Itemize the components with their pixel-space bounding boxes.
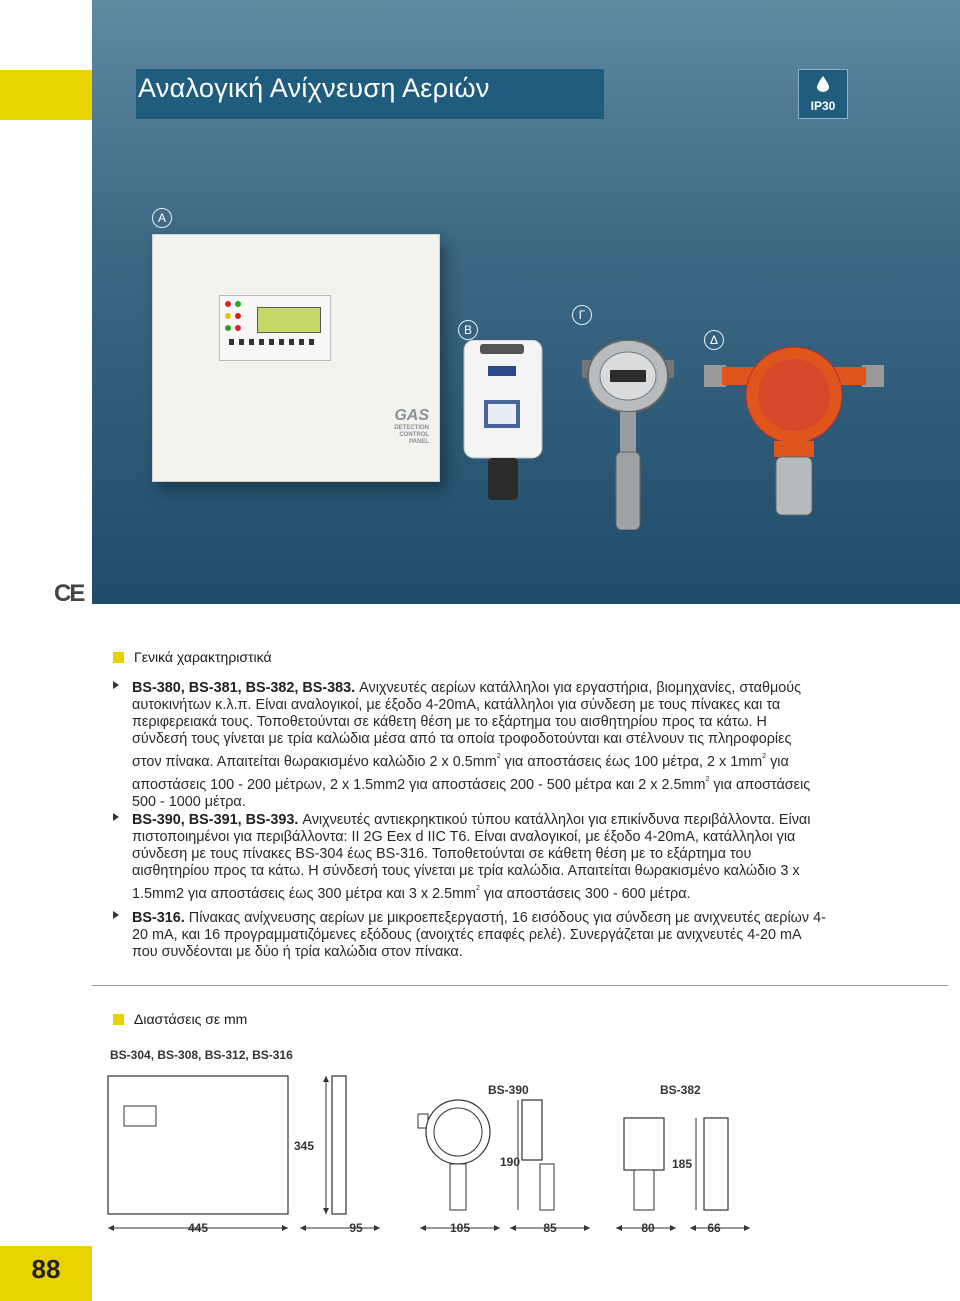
feature-line: για αποστάσεις 300 - 600 μέτρα. (479, 886, 691, 902)
feature-model: BS-390, BS-391, BS-393. (132, 812, 299, 828)
panel-display-outline (124, 1106, 156, 1126)
brand-detection: DETECTION (394, 425, 429, 431)
panel-models-label: BS-304, BS-308, BS-312, BS-316 (110, 1048, 293, 1062)
feature-item-bs390 (113, 812, 903, 903)
marker-b: B (458, 320, 478, 340)
led-red (225, 301, 231, 307)
bullet-arrow-icon (113, 813, 119, 821)
feature-item-bs316 (113, 910, 903, 961)
hero-banner (92, 0, 960, 604)
ce-mark: CE (54, 580, 84, 607)
panel-button-row (229, 339, 319, 345)
bullet-arrow-icon (113, 681, 119, 689)
marker-g: Γ (572, 305, 592, 325)
feature-line: στον πίνακα. Απαιτείται θωρακισμένο καλώδιο 2 x 0.5mm (132, 754, 497, 770)
feature-line: αυτοκινήτων κ.λ.π. Είναι αναλογικοί, με έξοδο 4-20mA, κατάλληλοι για σύνδεση με τους πίνακες και τα (132, 697, 781, 713)
dim-bs390-depth: 85 (543, 1221, 557, 1235)
feature-line: Ανιχνευτές αερίων κατάλληλοι για εργαστήρια, βιομηχανίες, σταθμούς (355, 680, 802, 696)
feature-line: για αποστάσεις έως 100 μέτρα, 2 x 1mm (500, 754, 763, 770)
page-number-box (0, 1246, 92, 1301)
dim-bs390-width: 105 (449, 1221, 471, 1235)
feature-line: αισθητηρίου προς τα κάτω. Η σύνδεσή τους γίνεται με τρία καλώδια. Απαιτείται θωρακισμένο καλώδιο 3 x (132, 863, 800, 879)
dim-panel-depth: 95 (349, 1221, 363, 1235)
superscript: 2 (496, 753, 501, 760)
ip-rating-badge (798, 69, 848, 119)
dim-panel-width: 445 (187, 1221, 209, 1235)
sensor-b-image (458, 340, 544, 500)
bs382-front-outline (624, 1118, 664, 1170)
brand-gas: GAS (394, 407, 429, 424)
panel-lcd-display (257, 307, 321, 333)
superscript: 2 (476, 885, 480, 892)
dimensions-heading (113, 1011, 247, 1027)
feature-line: σύνδεση με τους πίνακες BS-304 έως BS-316. Τοποθετούνται σε κάθετη θέση με το εξάρτημα του (132, 846, 752, 862)
feature-line: σύνδεσή τους γίνεται με τρία καλώδια μέσα από τα οποία τροφοδοτούνται και στέλνουν τις πληροφορίες (132, 731, 792, 747)
brand-panel: PANEL (409, 439, 429, 445)
superscript: 2 (762, 753, 767, 760)
led-green (235, 301, 241, 307)
water-drop-icon (817, 76, 829, 92)
ip-rating-text: IP30 (810, 99, 836, 113)
dim-bs382-width: 80 (641, 1221, 655, 1235)
panel-side-outline (332, 1076, 346, 1214)
feature-line: πιστοποιημένοι για περιβάλλοντα: II 2G Eex d IIC T6. Είναι αναλογικοί, με έξοδο 4-20mA, κατάλληλοι για (132, 829, 796, 845)
feature-line: Ανιχνευτές αντιεκρηκτικού τύπου κατάλληλοι για επικίνδυνα περιβάλλοντα. Είναι (298, 812, 811, 828)
bs390-side-outline (522, 1100, 542, 1160)
feature-line: 20 mA, και 16 προγραμματιζόμενες εξόδους (ανοιχτές επαφές ρελέ). Συνεργάζεται με ανιχνευτές 4-20 mA (132, 927, 802, 943)
bullet-arrow-icon (113, 911, 119, 919)
feature-line: για αποστάσεις (709, 777, 811, 793)
bs382-side-outline (704, 1118, 728, 1210)
feature-line: αποστάσεις 100 - 200 μέτρων, 2 x 1.5mm2 για αποστάσεις 200 - 500 μέτρα και 2 x 2.5mm (132, 777, 706, 793)
panel-front-outline (108, 1076, 288, 1214)
sensor-g-image (582, 340, 674, 530)
marker-d: Δ (704, 330, 724, 350)
marker-a: A (152, 208, 172, 228)
dim-panel-height: 345 (293, 1139, 315, 1153)
brand-control: CONTROL (399, 432, 429, 438)
yellow-square-icon (113, 652, 124, 663)
dimensions-heading-text: Διαστάσεις σε mm (134, 1011, 248, 1027)
sensor-d-image (704, 345, 884, 525)
feature-model: BS-380, BS-381, BS-382, BS-383. (132, 680, 356, 696)
panel-brand-logo (385, 407, 429, 455)
led-red-2 (235, 313, 241, 319)
features-heading (113, 649, 272, 665)
feature-line: Πίνακας ανίχνευσης αερίων με μικροεπεξεργαστή, 16 εισόδους για σύνδεση με ανιχνευτές αερίων 4- (184, 910, 826, 926)
dim-bs382-height: 185 (671, 1157, 693, 1171)
superscript: 2 (705, 776, 710, 783)
bs390-label: BS-390 (488, 1083, 529, 1097)
accent-strip (0, 70, 92, 120)
page-title: Αναλογική Ανίχνευση Αεριών (138, 73, 490, 103)
led-green-2 (225, 325, 231, 331)
feature-line: περιφερειακά τους. Τοποθετούνται σε κάθετη θέση με το εξάρτημα του αισθητηρίου προς τα κάτω. Η (132, 714, 767, 730)
page-number: 88 (31, 1254, 61, 1284)
feature-line: 500 - 1000 μέτρα. (132, 794, 246, 810)
dim-bs382-depth: 66 (707, 1221, 721, 1235)
feature-line: 1.5mm2 για αποστάσεις έως 300 μέτρα και 3 x 2.5mm (132, 886, 477, 902)
dimension-drawings (100, 1070, 800, 1245)
features-heading-text: Γενικά χαρακτηριστικά (134, 649, 272, 665)
feature-line: για (766, 754, 789, 770)
feature-model: BS-316. (132, 910, 185, 926)
led-red-3 (235, 325, 241, 331)
section-divider (92, 985, 948, 986)
dim-bs390-height: 190 (499, 1155, 521, 1169)
feature-item-bs380 (113, 680, 903, 811)
yellow-square-icon (113, 1014, 124, 1025)
feature-line: που συνδέονται με δύο ή τρία καλώδια στον πίνακα. (132, 944, 463, 960)
control-panel-image (152, 234, 440, 482)
led-yellow (225, 313, 231, 319)
bs382-label: BS-382 (660, 1083, 701, 1097)
